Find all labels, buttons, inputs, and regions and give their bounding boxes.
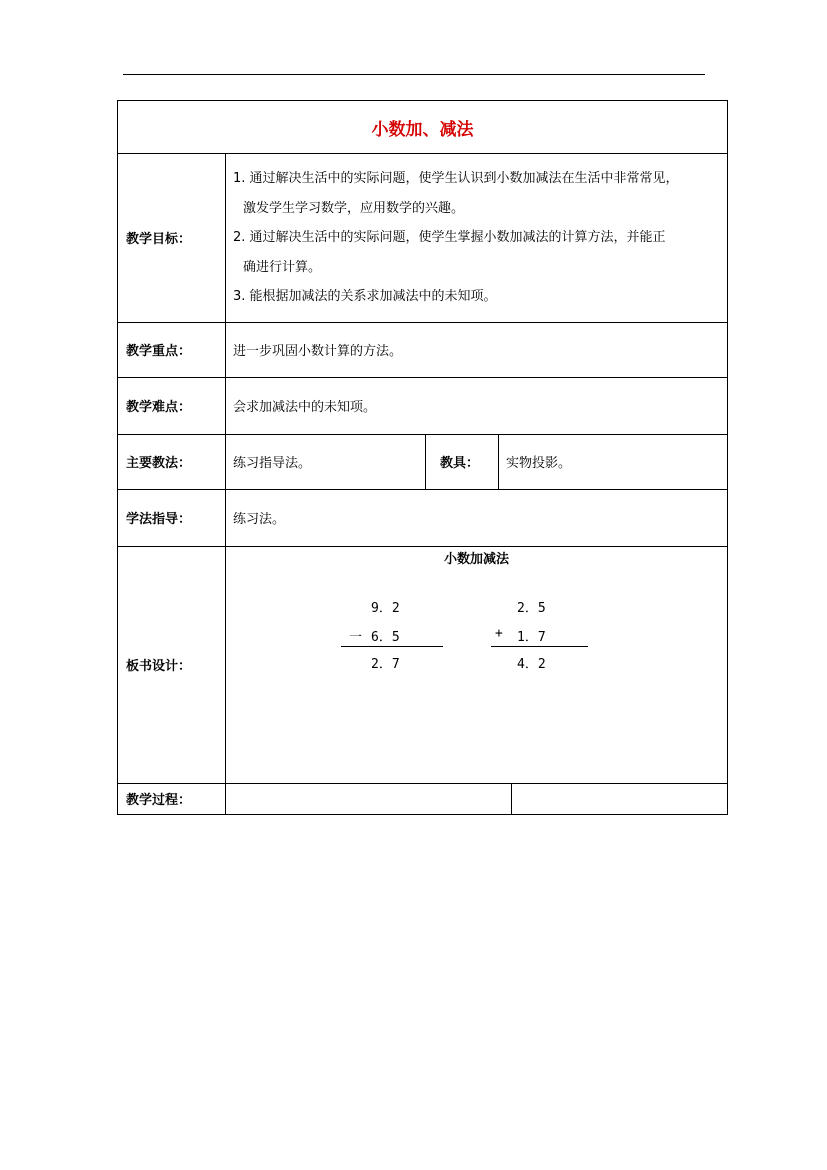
subtraction-calculation — [341, 597, 451, 672]
goals-label: 教学目标： — [118, 154, 226, 323]
process-cell-left — [226, 783, 512, 814]
goal-text-continued: 激发学生学习数学，应用数学的兴趣。 — [243, 200, 465, 216]
goal-number: 1. — [233, 171, 246, 186]
addition-result: 4．2 — [517, 656, 546, 672]
study-guide-label: 学法指导： — [118, 489, 226, 546]
process-cell-right — [512, 783, 728, 814]
lesson-plan-table — [117, 100, 728, 815]
addition-calculation — [491, 597, 601, 672]
key-points-label: 教学重点： — [118, 322, 226, 377]
addition-addend: 1．7 — [517, 629, 546, 645]
goal-item — [233, 282, 723, 312]
addition-augend: 2．5 — [517, 600, 546, 616]
goals-cell — [226, 154, 728, 323]
addition-rule — [491, 646, 588, 647]
process-label: 教学过程： — [118, 783, 226, 814]
board-title: 小数加减法 — [444, 551, 510, 567]
document-title: 小数加、减法 — [118, 101, 728, 154]
study-guide-text: 练习法。 — [226, 489, 728, 546]
goal-text: 通过解决生活中的实际问题，使学生掌握小数加减法的计算方法，并能正 — [249, 230, 666, 245]
goal-item — [233, 223, 723, 282]
goal-number: 2. — [233, 230, 246, 245]
goal-text: 通过解决生活中的实际问题，使学生认识到小数加减法在生活中非常常见， — [249, 171, 679, 186]
difficulties-label: 教学难点： — [118, 377, 226, 434]
method-label: 主要教法： — [118, 434, 226, 489]
method-text: 练习指导法。 — [226, 434, 426, 489]
goal-number: 3. — [233, 289, 246, 304]
subtraction-minuend: 9．2 — [371, 600, 400, 616]
subtraction-result: 2．7 — [371, 656, 400, 672]
addition-operator: + — [495, 625, 503, 641]
tools-text: 实物投影。 — [499, 434, 728, 489]
header-rule — [123, 74, 705, 75]
difficulties-text: 会求加减法中的未知项。 — [226, 377, 728, 434]
goal-item — [233, 164, 723, 223]
goals-list — [226, 154, 727, 322]
subtraction-subtrahend: 6．5 — [371, 629, 400, 645]
goal-text: 能根据加减法的关系求加减法中的未知项。 — [249, 289, 497, 304]
subtraction-operator: 一 — [349, 629, 363, 645]
tools-label: 教具： — [426, 434, 499, 489]
goal-text-continued: 确进行计算。 — [243, 259, 322, 275]
board-label: 板书设计： — [118, 546, 226, 783]
board-design-cell — [226, 546, 728, 783]
key-points-text: 进一步巩固小数计算的方法。 — [226, 322, 728, 377]
subtraction-rule — [341, 646, 443, 647]
